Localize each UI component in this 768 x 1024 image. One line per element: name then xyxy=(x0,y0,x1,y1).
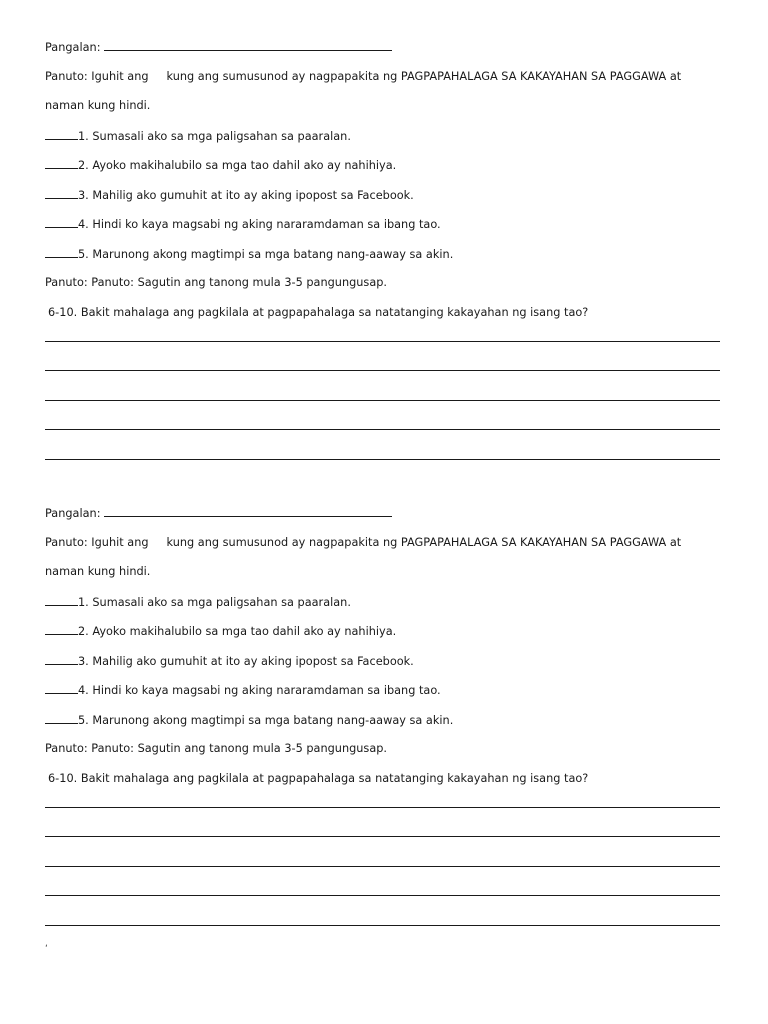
answer-blank[interactable] xyxy=(45,623,78,635)
instruction-2-text: Panuto: Panuto: Sagutin ang tanong mula 3-5 pangungusap. xyxy=(45,276,388,289)
instruction-1-part-c: naman kung hindi. xyxy=(45,99,151,112)
name-label: Pangalan: xyxy=(45,41,101,54)
instruction-1-part-a: Panuto: Iguhit ang xyxy=(45,69,149,83)
item-text: 4. Hindi ko kaya magsabi ng aking nararamdaman sa ibang tao. xyxy=(78,218,441,231)
answer-line[interactable] xyxy=(45,800,720,829)
answer-line[interactable] xyxy=(45,334,720,363)
answer-blank[interactable] xyxy=(45,594,78,606)
answer-blank[interactable] xyxy=(45,712,78,724)
instruction-1-continued xyxy=(45,98,720,128)
answer-line[interactable] xyxy=(45,918,720,947)
item-row xyxy=(45,128,720,158)
item-row xyxy=(45,653,720,683)
instruction-2-text: Panuto: Panuto: Sagutin ang tanong mula 3-5 pangungusap. xyxy=(45,742,388,755)
item-row xyxy=(45,594,720,624)
item-text: 1. Sumasali ako sa mga paligsahan sa paaralan. xyxy=(78,129,351,143)
item-row xyxy=(45,157,720,187)
instruction-2 xyxy=(45,275,720,305)
answer-line[interactable] xyxy=(45,452,720,481)
answer-blank[interactable] xyxy=(45,216,78,228)
answer-blank[interactable] xyxy=(45,682,78,694)
item-row xyxy=(45,623,720,653)
item-text: 3. Mahilig ako gumuhit at ito ay aking ipopost sa Facebook. xyxy=(78,654,414,668)
item-row xyxy=(45,246,720,276)
answer-blank[interactable] xyxy=(45,246,78,258)
answer-line[interactable] xyxy=(45,859,720,888)
item-text: 1. Sumasali ako sa mga paligsahan sa paaralan. xyxy=(78,595,351,609)
answer-line[interactable] xyxy=(45,363,720,392)
item-text: 3. Mahilig ako gumuhit at ito ay aking ipopost sa Facebook. xyxy=(78,188,414,202)
answer-line[interactable] xyxy=(45,888,720,917)
name-blank[interactable] xyxy=(104,505,392,517)
question xyxy=(45,305,720,335)
answer-blank[interactable] xyxy=(45,157,78,169)
name-row xyxy=(45,505,720,535)
question-text: 6-10. Bakit mahalaga ang pagkilala at pagpapahalaga sa natatanging kakayahan ng isang tao? xyxy=(48,771,589,785)
item-text: 4. Hindi ko kaya magsabi ng aking nararamdaman sa ibang tao. xyxy=(78,684,441,697)
worksheet-1 xyxy=(45,39,720,481)
item-text: 2. Ayoko makihalubilo sa mga tao dahil ako ay nahihiya. xyxy=(78,159,397,172)
instruction-1-continued xyxy=(45,564,720,594)
item-row xyxy=(45,712,720,742)
instruction-1 xyxy=(45,69,720,99)
item-text: 5. Marunong akong magtimpi sa mga batang nang-aaway sa akin. xyxy=(78,713,454,727)
answer-blank[interactable] xyxy=(45,128,78,140)
question-text: 6-10. Bakit mahalaga ang pagkilala at pagpapahalaga sa natatanging kakayahan ng isang tao? xyxy=(48,305,589,319)
answer-blank[interactable] xyxy=(45,653,78,665)
name-blank[interactable] xyxy=(104,39,392,51)
stray-mark: ‘ xyxy=(45,944,48,954)
instruction-1 xyxy=(45,535,720,565)
item-text: 5. Marunong akong magtimpi sa mga batang nang-aaway sa akin. xyxy=(78,247,454,261)
item-row xyxy=(45,216,720,246)
name-row xyxy=(45,39,720,69)
answer-line[interactable] xyxy=(45,422,720,451)
item-row xyxy=(45,187,720,217)
instruction-1-part-c: naman kung hindi. xyxy=(45,565,151,578)
worksheet-2 xyxy=(45,505,720,947)
instruction-1-part-a: Panuto: Iguhit ang xyxy=(45,535,149,549)
item-text: 2. Ayoko makihalubilo sa mga tao dahil ako ay nahihiya. xyxy=(78,625,397,638)
item-row xyxy=(45,682,720,712)
instruction-1-part-b: kung ang sumusunod ay nagpapakita ng PAGPAPAHALAGA SA KAKAYAHAN SA PAGGAWA at xyxy=(166,535,682,549)
answer-line[interactable] xyxy=(45,829,720,858)
answer-blank[interactable] xyxy=(45,187,78,199)
instruction-1-part-b: kung ang sumusunod ay nagpapakita ng PAGPAPAHALAGA SA KAKAYAHAN SA PAGGAWA at xyxy=(166,69,682,83)
instruction-2 xyxy=(45,741,720,771)
question xyxy=(45,771,720,801)
answer-line[interactable] xyxy=(45,393,720,422)
name-label: Pangalan: xyxy=(45,507,101,520)
